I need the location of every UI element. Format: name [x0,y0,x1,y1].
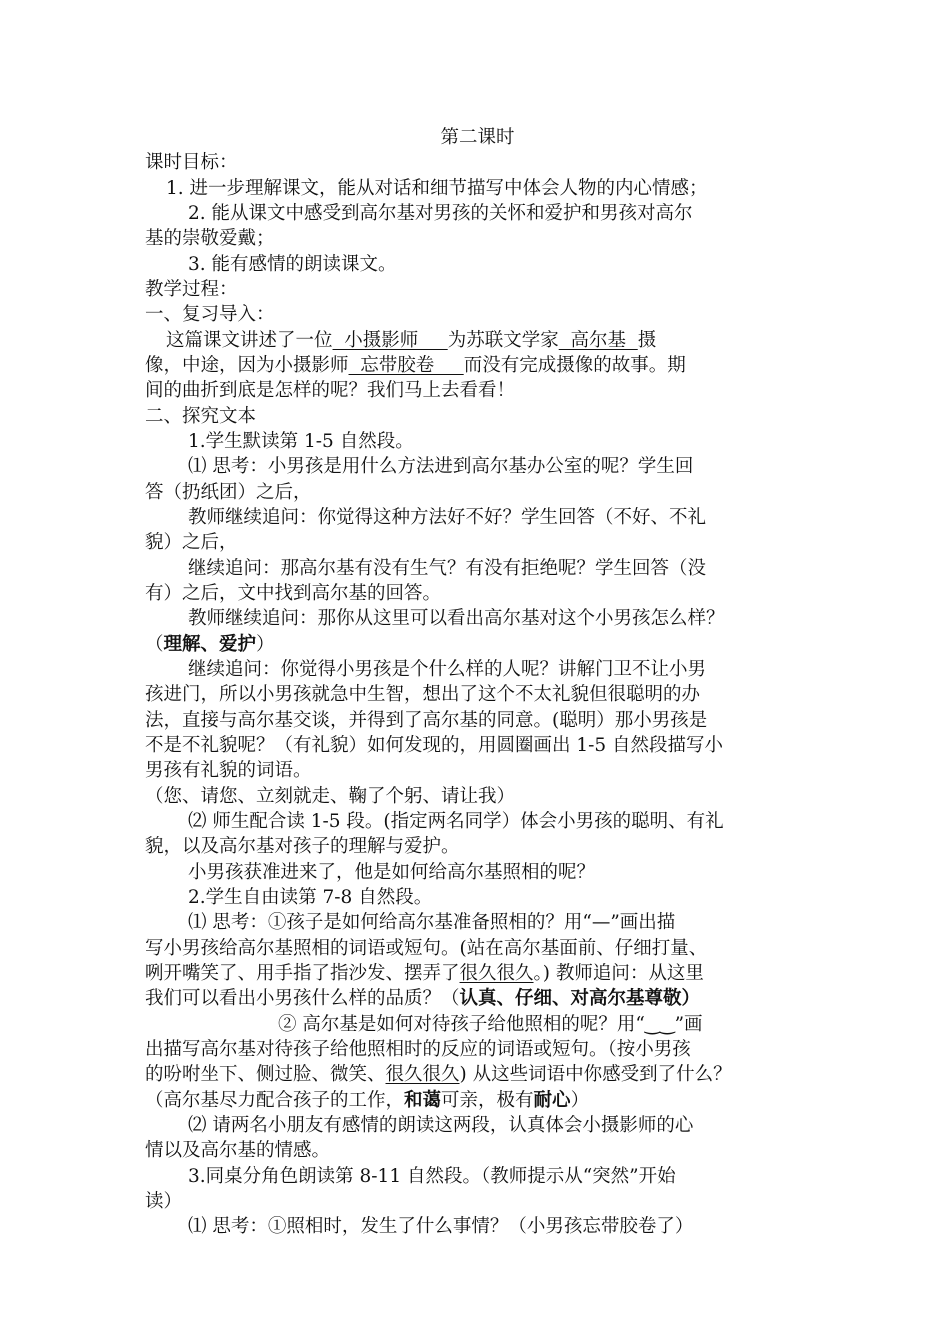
text-line: ⑵ 请两名小朋友有感情的朗读这两段，认真体会小摄影师的心 [188,1115,694,1136]
text-line: 孩进门，所以小男孩就急中生智，想出了这个不太礼貌但很聪明的办 [145,684,701,705]
underlined-phrase: 很久很久 [459,963,534,984]
paren: ） [681,988,701,1009]
section-2-heading: 二、探究文本 [145,406,257,427]
text-line: ② 高尔基是如何对待孩子给他照相的呢？用“‿‿”画 [278,1014,703,1035]
text-line: ⑵ 师生配合读 1-5 段。(指定两名同学）体会小男孩的聪明、有礼 [188,811,724,832]
text-line: 继续追问：你觉得小男孩是个什么样的人呢？讲解门卫不让小男 [188,659,707,680]
text-line: 貌，以及高尔基对孩子的理解与爱护。 [145,836,460,857]
step-3: 3.同桌分角色朗读第 8-11 自然段。（教师提示从“突然”开始 [188,1166,676,1187]
paren: （ [145,634,164,655]
text-line: 写小男孩给高尔基照相的词语或短句。(站在高尔基面前、仔细打量、 [145,938,708,959]
text-line: ⑴ 思考：①孩子是如何给高尔基准备照相的？用“—”画出描 [188,912,676,933]
paren: ） [256,634,275,655]
step-1: 1.学生默读第 1-5 自然段。 [188,431,414,452]
text-line: 不是不礼貌呢？（有礼貌）如何发现的，用圆圈画出 1-5 自然段描写小 [145,735,724,756]
goals-heading: 课时目标： [145,152,238,173]
text-span: 咧开嘴笑了、用手指了指沙发、摆弄了 [145,963,460,984]
text-line [145,1088,810,1114]
review-line-2 [145,353,810,379]
text-line [145,986,810,1012]
text-line: 男孩有礼貌的词语。 [145,760,312,781]
section-1-heading: 一、复习导入： [145,304,275,325]
text-line [145,961,810,987]
text-line: 貌）之后， [145,532,238,553]
review-line-3: 间的曲折到底是怎样的呢？我们马上去看看！ [145,380,516,401]
text-span: 可亲，极有 [441,1090,534,1111]
underlined-phrase: 很久很久 [385,1064,460,1085]
text-line: 读） [145,1191,183,1212]
text-span: 的吩咐坐下、侧过脸、微笑、 [145,1064,386,1085]
goal-3: 3. 能有感情的朗读课文。 [188,254,397,275]
text-span: 。) 教师追问：从这里 [533,963,704,984]
text-line: 有）之后，文中找到高尔基的回答。 [145,583,442,604]
text-line: ⑴ 思考：①照相时，发生了什么事情？（小男孩忘带胶卷了） [188,1216,694,1237]
text-line: 出描写高尔基对待孩子给他照相时的反应的词语或短句。（按小男孩 [145,1039,691,1060]
answer-blank-film: 忘带胶卷 [348,355,464,376]
goal-2-line-2: 基的崇敬爱戴； [145,228,275,249]
text-line [145,1062,810,1088]
text-line: （您、请您、立刻就走、鞠了个躬、请让我） [145,786,516,807]
goal-2-line-1: 2. 能从课文中感受到高尔基对男孩的关怀和爱护和男孩对高尔 [188,203,693,224]
bold-answer: 认真、仔细、对高尔基尊敬 [459,988,682,1009]
text-span: ) 从这些词语中你感受到了什么？ [459,1064,732,1085]
bold-answer: 理解、爱护 [163,634,257,655]
page-title: 第二课时 [440,127,515,148]
review-line-1 [166,328,831,354]
bold-answer: 耐心 [533,1090,571,1111]
text-line: 教师继续追问：那你从这里可以看出高尔基对这个小男孩怎么样？ [188,608,725,629]
text-line [145,632,810,658]
text-line: 情以及高尔基的情感。 [145,1140,331,1161]
step-2: 2.学生自由读第 7-8 自然段。 [188,887,433,908]
text-line: 教师继续追问：你觉得这种方法好不好？学生回答（不好、不礼 [188,507,707,528]
answer-blank-photographer: 小摄影师 [332,330,448,351]
text-line: 继续追问：那高尔基有没有生气？有没有拒绝呢？学生回答（没 [188,558,707,579]
process-heading: 教学过程： [145,279,238,300]
review-text: 这篇课文讲述了一位 [166,330,333,351]
review-text: 而没有完成摄像的故事。期 [463,355,686,376]
paren: ） [570,1090,590,1111]
text-line: 法，直接与高尔基交谈，并得到了高尔基的同意。(聪明）那小男孩是 [145,710,708,731]
review-text: 像，中途，因为小摄影师 [145,355,349,376]
goal-1: 1. 进一步理解课文，能从对话和细节描写中体会人物的内心情感； [166,178,708,199]
answer-blank-gorky: 高尔基 [558,330,638,351]
text-span: 我们可以看出小男孩什么样的品质？（ [145,988,460,1009]
bold-answer: 和蔼 [404,1090,442,1111]
review-text: 为苏联文学家 [447,330,559,351]
review-text: 摄 [637,330,657,351]
text-line: ⑴ 思考：小男孩是用什么方法进到高尔基办公室的呢？学生回 [188,456,694,477]
text-line: 小男孩获准进来了，他是如何给高尔基照相的呢？ [188,862,596,883]
text-span: （高尔基尽力配合孩子的工作， [145,1090,405,1111]
text-line: 答（扔纸团）之后， [145,482,312,503]
